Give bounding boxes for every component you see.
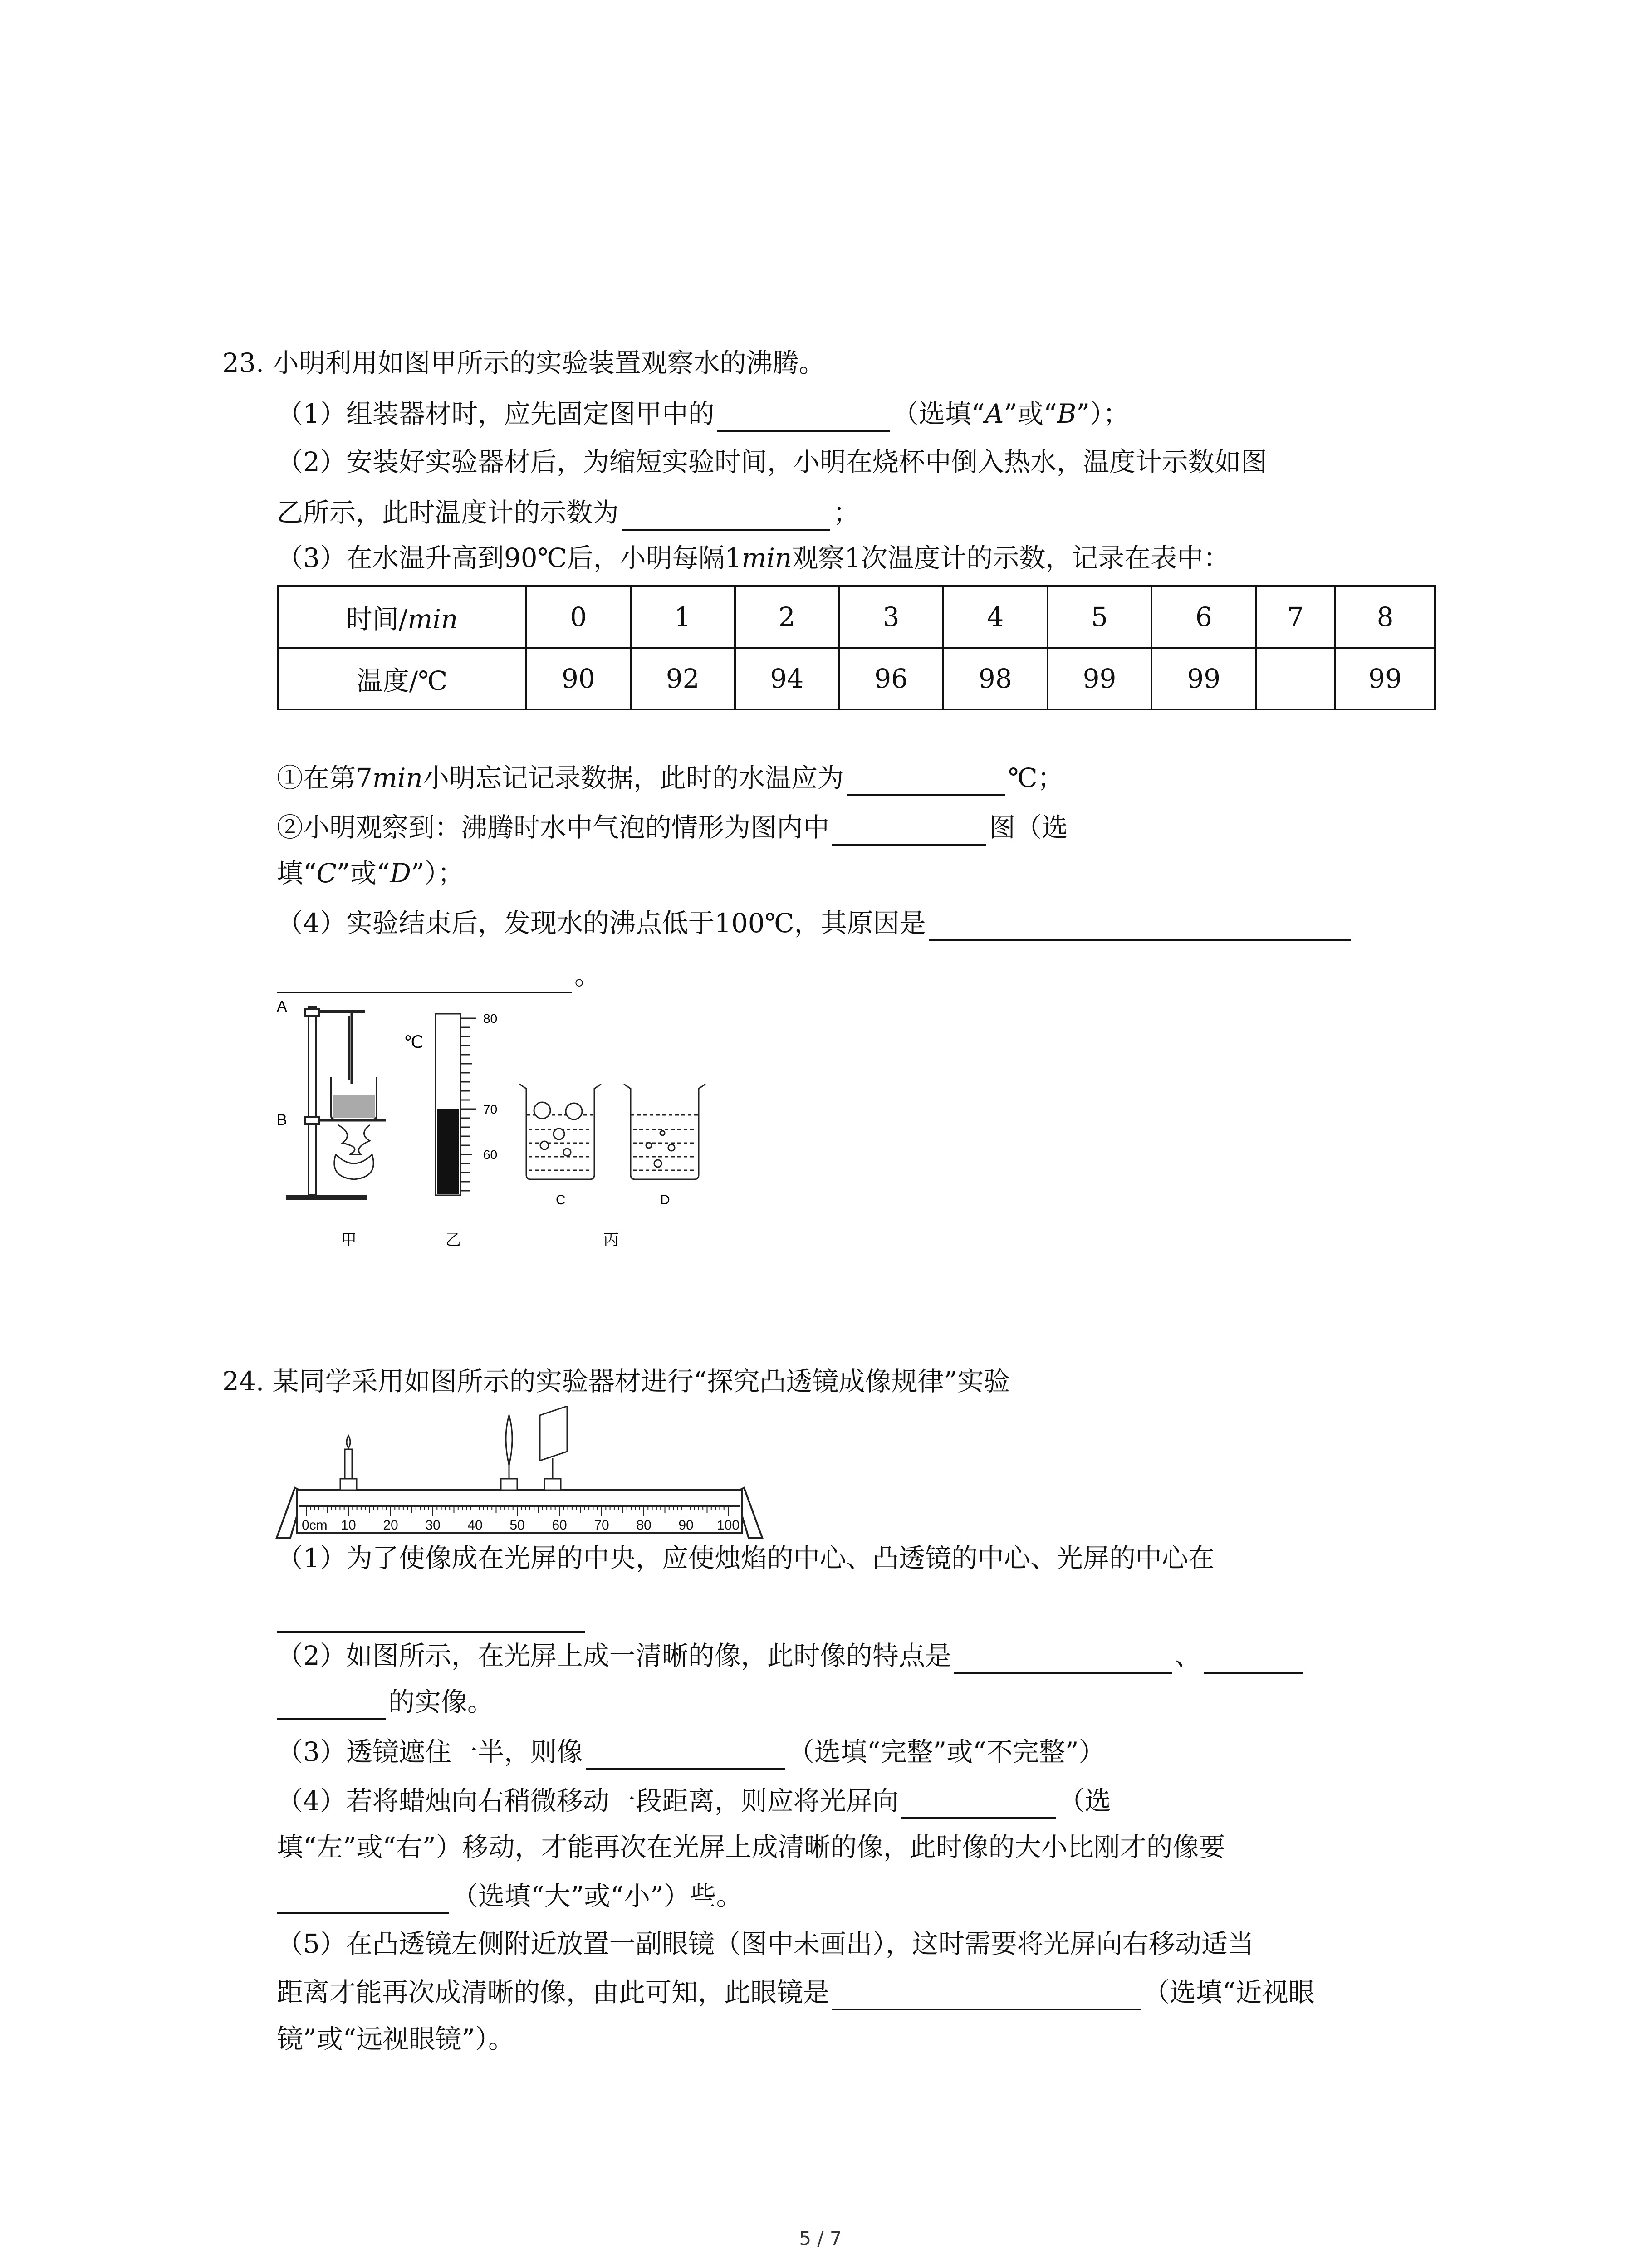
q23-part2-text: 乙所示，此时温度计的示数为 — [277, 497, 619, 528]
q24-part2-line1 — [277, 1637, 1306, 1674]
q23-option-C: C — [316, 858, 337, 889]
table-cell: 4 — [943, 586, 1048, 648]
thermometer-unit: ℃ — [404, 1033, 423, 1052]
ruler-label: 20 — [383, 1518, 398, 1533]
ruler-label: 50 — [509, 1518, 525, 1533]
label-C: C — [556, 1193, 566, 1207]
q24-part2-blank-c[interactable] — [277, 1690, 386, 1720]
candle — [340, 1436, 357, 1490]
table-header-time: 时间/min — [278, 586, 526, 648]
q24-part2-sep: 、 — [1174, 1640, 1201, 1671]
q23-part3-text-a: （3）在水温升高到90℃后，小明每隔1 — [277, 543, 742, 573]
label-B: B — [277, 1111, 287, 1129]
table-cell: 6 — [1151, 586, 1256, 648]
q24-part2-blank-b[interactable] — [1204, 1644, 1303, 1674]
beaker-D — [624, 1084, 705, 1179]
q23-part2-blank[interactable] — [622, 501, 830, 531]
table-row — [278, 648, 1435, 709]
table-header-temp: 温度/℃ — [278, 648, 526, 709]
table-cell-empty[interactable] — [1256, 648, 1335, 709]
q23-sub1-blank[interactable] — [847, 766, 1005, 796]
q23-sub2-text-e: ”）； — [411, 858, 464, 889]
q23-part4-end: 。 — [574, 960, 601, 991]
caption-yi: 乙 — [446, 1232, 461, 1249]
q23-part1-text: （1）组装器材时，应先固定图甲中的 — [277, 398, 715, 429]
ruler-label: 10 — [341, 1518, 356, 1533]
q24-part5-line1: （5）在凸透镜左侧附近放置一副眼镜（图中未画出），这时需要将光屏向右移动适当 — [277, 1928, 1254, 1959]
q23-part3-unit: min — [741, 543, 792, 573]
table-cell: 5 — [1048, 586, 1152, 648]
q23-sub2-blank[interactable] — [832, 816, 986, 846]
q24-part3-blank[interactable] — [586, 1740, 785, 1770]
q24-part4-line3 — [277, 1878, 743, 1914]
q24-part1-blank[interactable] — [277, 1603, 585, 1633]
convex-lens — [501, 1415, 517, 1490]
q24-part4-blank-a[interactable] — [901, 1789, 1056, 1819]
table-cell: 90 — [526, 648, 631, 709]
table-cell: 1 — [631, 586, 735, 648]
q23-part2-line1: （2）安装好实验器材后，为缩短实验时间，小明在烧杯中倒入热水，温度计示数如图 — [277, 446, 1267, 477]
q23-sub2-line1 — [277, 809, 1068, 846]
q23-sub2-text-c: 填“ — [277, 858, 317, 889]
q24-part2-blank-a[interactable] — [954, 1644, 1172, 1674]
q24-part4-hint: （选 — [1058, 1785, 1111, 1816]
stand-apparatus — [286, 1007, 386, 1198]
q23-part1-text-c: ”或“ — [1004, 398, 1057, 429]
table-cell: 8 — [1335, 586, 1435, 648]
q23-title: 23. 小明利用如图甲所示的实验装置观察水的沸腾。 — [222, 347, 825, 378]
table-cell: 92 — [631, 648, 735, 709]
q23-sub2-text-a: ②小明观察到：沸腾时水中气泡的情形为图内中 — [277, 812, 830, 843]
q24-part1-answer-line — [277, 1597, 588, 1633]
q24-part2-line2 — [277, 1684, 494, 1720]
thermometer — [436, 1014, 476, 1195]
q23-part1-text-b: （选填“ — [892, 398, 985, 429]
label-D: D — [660, 1193, 670, 1207]
q23-part4-line1 — [277, 905, 1353, 941]
q23-part4-blank-a[interactable] — [929, 911, 1351, 941]
q23-sub2-line2 — [277, 855, 464, 891]
table-cell: 0 — [526, 586, 631, 648]
ruler-label: 70 — [594, 1518, 609, 1533]
ruler-label: 100 — [716, 1518, 740, 1533]
q24-part5-hint: （选填“近视眼 — [1143, 1977, 1315, 2008]
light-screen — [540, 1406, 567, 1490]
q23-sub1-text-c: ℃； — [1008, 763, 1064, 793]
q24-part4-text: （4）若将蜡烛向右稍微移动一段距离，则应将光屏向 — [277, 1785, 899, 1816]
ruler-label: 0cm — [302, 1518, 328, 1533]
table-cell: 2 — [735, 586, 839, 648]
q24-part4-line2: 填“左”或“右”）移动，才能再次在光屏上成清晰的像，此时像的大小比刚才的像要 — [277, 1832, 1225, 1862]
page-number: 5 / 7 — [799, 2227, 842, 2249]
table-cell: 3 — [839, 586, 943, 648]
tick-label-80: 80 — [483, 1012, 498, 1026]
q24-part5-text: 距离才能再次成清晰的像，由此可知，此眼镜是 — [277, 1977, 830, 2008]
q23-part1 — [277, 396, 1129, 432]
table-cell: 96 — [839, 648, 943, 709]
q24-part3-text: （3）透镜遮住一半，则像 — [277, 1736, 583, 1767]
ruler-label: 60 — [552, 1518, 567, 1533]
table-cell: 7 — [1256, 586, 1335, 648]
table-cell: 94 — [735, 648, 839, 709]
q23-option-D: D — [390, 858, 411, 889]
q23-part4-text: （4）实验结束后，发现水的沸点低于100℃，其原因是 — [277, 908, 926, 938]
table-cell: 99 — [1048, 648, 1152, 709]
tick-label-60: 60 — [483, 1148, 498, 1162]
table-cell: 98 — [943, 648, 1048, 709]
q23-sub1-unit: min — [372, 763, 423, 793]
label-A: A — [277, 998, 287, 1015]
q23-sub1 — [277, 760, 1064, 796]
q23-part2-line2 — [277, 494, 859, 531]
q24-part4-blank-b[interactable] — [277, 1884, 449, 1914]
q23-option-B: B — [1057, 398, 1077, 429]
tick-label-70: 70 — [483, 1102, 498, 1116]
q23-part2-end: ； — [833, 497, 860, 528]
q24-part5-line3: 镜”或“远视眼镜”）。 — [277, 2024, 514, 2054]
q23-data-table — [277, 585, 1436, 710]
q23-part4-line2 — [277, 957, 601, 993]
table-cell: 99 — [1335, 648, 1435, 709]
q24-part2-end: 的实像。 — [388, 1686, 494, 1717]
q24-part5-line2 — [277, 1974, 1315, 2010]
q24-optical-bench — [272, 1406, 767, 1542]
q24-part5-blank[interactable] — [832, 1980, 1141, 2010]
table-cell: 99 — [1151, 648, 1256, 709]
q23-part1-blank[interactable] — [717, 402, 890, 432]
q23-part3 — [277, 540, 1230, 576]
ruler-label: 30 — [425, 1518, 441, 1533]
ruler-label: 90 — [678, 1518, 694, 1533]
q24-part3-hint: （选填“完整”或“不完整”） — [788, 1736, 1105, 1767]
ruler-label: 80 — [636, 1518, 652, 1533]
q24-part2-text: （2）如图所示，在光屏上成一清晰的像，此时像的特点是 — [277, 1640, 951, 1671]
q23-sub2-text-d: ”或“ — [337, 858, 390, 889]
q24-title: 24. 某同学采用如图所示的实验器材进行“探究凸透镜成像规律”实验 — [222, 1366, 1010, 1397]
q23-sub2-text-b: 图（选 — [989, 812, 1068, 843]
beaker-C — [519, 1084, 601, 1179]
ruler-label: 40 — [467, 1518, 483, 1533]
q23-sub1-text-a: ①在第7 — [277, 763, 372, 793]
q23-part1-text-d: ”）； — [1076, 398, 1130, 429]
q23-part3-text-b: 观察1次温度计的示数，记录在表中： — [792, 543, 1230, 573]
q23-figure — [272, 998, 744, 1252]
q24-part1: （1）为了使像成在光屏的中央，应使烛焰的中心、凸透镜的中心、光屏的中心在 — [277, 1543, 1215, 1574]
q24-part4-line1 — [277, 1783, 1111, 1819]
q23-sub1-text-b: 小明忘记记录数据，此时的水温应为 — [422, 763, 844, 793]
table-row — [278, 586, 1435, 648]
q23-option-A: A — [985, 398, 1004, 429]
q24-part3 — [277, 1734, 1105, 1770]
q23-part4-blank-b[interactable] — [277, 963, 572, 993]
caption-bing: 丙 — [603, 1232, 619, 1249]
q24-part4-end: （选填“大”或“小”）些。 — [452, 1881, 743, 1911]
caption-jia: 甲 — [341, 1232, 357, 1249]
